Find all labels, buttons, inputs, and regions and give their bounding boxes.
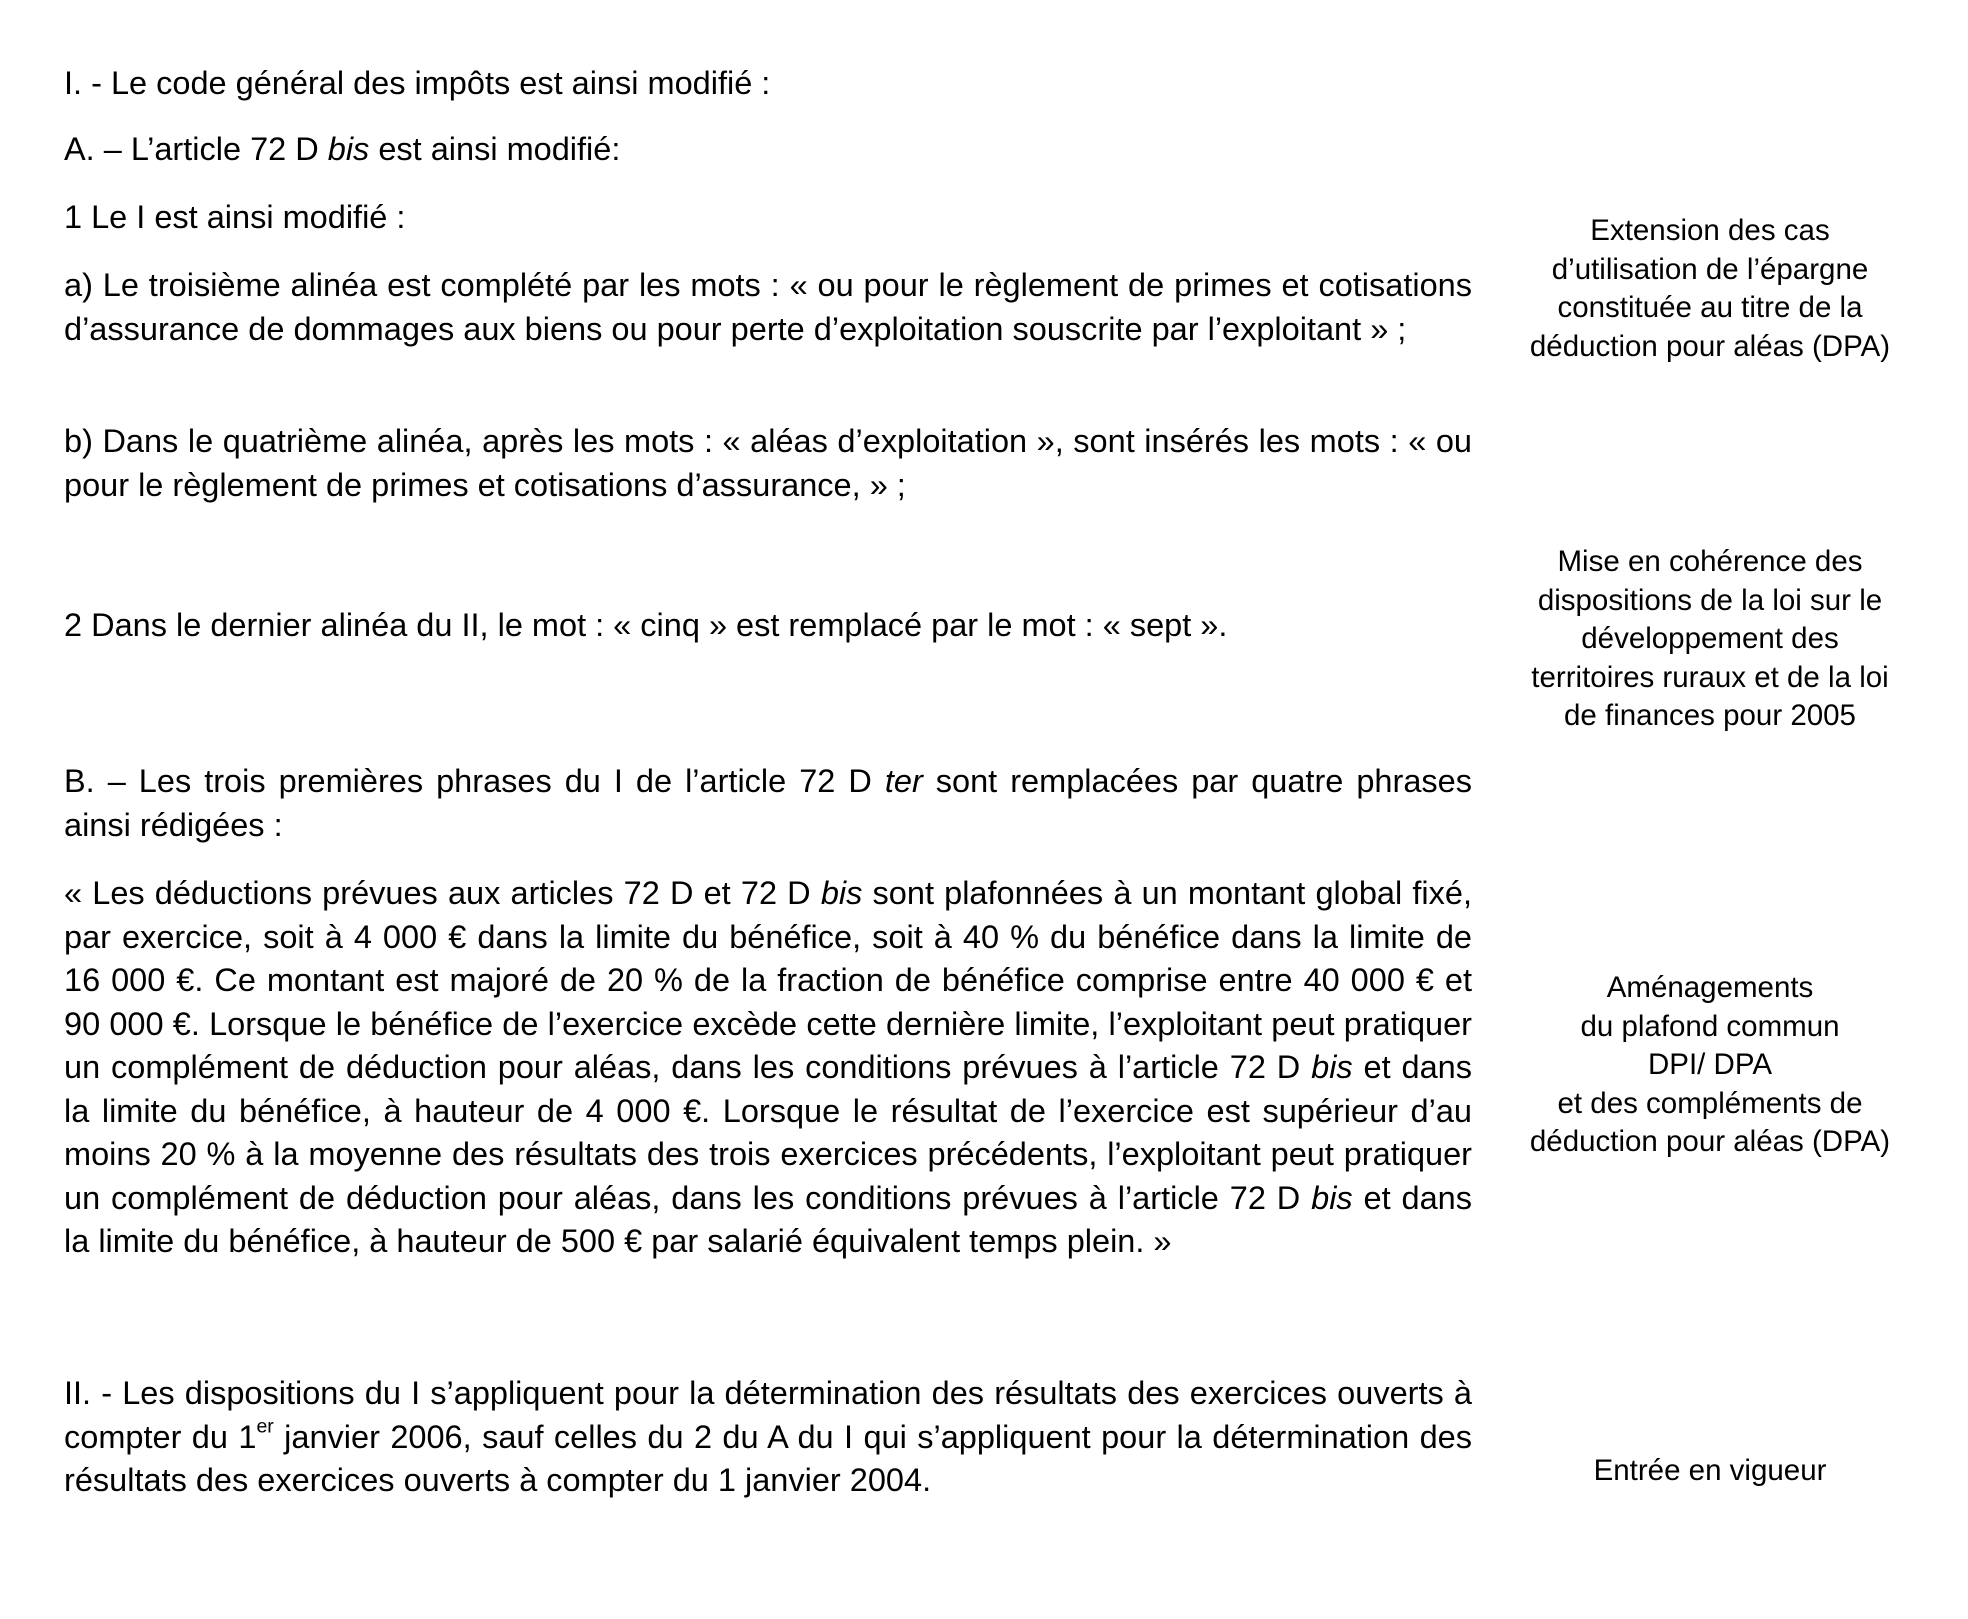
margin-note-3-line: et des compléments de xyxy=(1557,1086,1863,1120)
margin-note-1-line: Extension des cas xyxy=(1590,214,1830,247)
paragraph-1 xyxy=(64,196,1472,240)
paragraph-ii-text: II. - Les dispositions du I s’appliquent pour la détermination des résultats des exercices ouverts à compter du 1 xyxy=(64,1375,1472,1455)
paragraph-a-sub-text: a) Le troisième alinéa est complété par les mots : « ou pour le règlement de primes et cotisations d’assurance de dommages aux biens ou pour perte d’exploitation souscrite par l’exploitant » ; xyxy=(64,267,1472,347)
paragraph-intro xyxy=(64,62,1472,106)
paragraph-quote-text-3: et dans la limite du bénéfice, à hauteur de 4 000 €. Lorsque le résultat de l’exercice est supérieur d’au moins 20 % à la moyenne des résultats des trois exercices précédents, l’exploitant peut pratiquer un complément de déduction pour aléas, dans les conditions prévues à l’article 72 D xyxy=(64,1049,1473,1216)
margin-note-3-line: DPI/ DPA xyxy=(1647,1048,1773,1081)
paragraph-quote-italic-1: bis xyxy=(820,875,863,911)
margin-note-2-line: développement des xyxy=(1581,622,1839,655)
margin-note-3-line: déduction pour aléas (DPA) xyxy=(1529,1125,1891,1158)
paragraph-ii xyxy=(64,1372,1472,1503)
paragraph-quote xyxy=(64,872,1472,1264)
margin-note-1-line: constituée au titre de la xyxy=(1557,291,1863,324)
paragraph-1-text: 1 Le I est ainsi modifié : xyxy=(64,199,406,235)
margin-note-1 xyxy=(1480,212,1940,366)
paragraph-a-text-end: est ainsi modifié: xyxy=(369,131,621,167)
paragraph-quote-italic-2: bis xyxy=(1311,1049,1353,1085)
margin-note-2-line: de finances pour 2005 xyxy=(1564,699,1856,732)
paragraph-ii-text-end: janvier 2006, sauf celles du 2 du A du I qui s’appliquent pour la détermination des résultats des exercices ouverts à compter du 1 janvier 2004. xyxy=(64,1418,1472,1498)
margin-note-1-line: déduction pour aléas (DPA) xyxy=(1529,329,1891,363)
paragraph-b-text: B. – Les trois premières phrases du I de l’article 72 D xyxy=(64,763,885,799)
margin-note-2-line: Mise en cohérence des xyxy=(1557,545,1863,578)
paragraph-quote-text-2: sont plafonnées à un montant global fixé, par exercice, soit à 4 000 € dans la limite du bénéfice, soit à 40 % du bénéfice dans la limite de 16 000 €. Ce montant est majoré de 20 % de la fraction de bénéfice comprise entre 40 000 € et 90 000 €. Lorsque le bénéfice de l’exercice excède cette dernière limite, l’exploitant peut pratiquer un complément de déduction pour aléas, dans les conditions prévues à l’article 72 D xyxy=(64,875,1472,1085)
paragraph-a xyxy=(64,128,1472,172)
margin-note-3-line: Aménagements xyxy=(1606,971,1814,1004)
margin-note-3-line: du plafond commun xyxy=(1580,1009,1840,1043)
paragraph-quote-italic-3: bis xyxy=(1311,1179,1353,1216)
paragraph-a-sub xyxy=(64,264,1472,351)
margin-note-3 xyxy=(1480,969,1940,1162)
paragraph-a-italic: bis xyxy=(327,131,370,167)
paragraph-b-italic: ter xyxy=(884,763,923,799)
paragraph-b-text-end: sont remplacées par quatre phrases ainsi rédigées : xyxy=(64,763,1472,843)
margin-note-1-line: d’utilisation de l’épargne xyxy=(1551,252,1869,286)
margin-note-2-line: dispositions de la loi sur le xyxy=(1537,583,1883,617)
margin-note-4-line: Entrée en vigueur xyxy=(1593,1454,1827,1487)
paragraph-quote-text-4: et dans la limite du bénéfice, à hauteur de 500 € par salarié équivalent temps plein. » xyxy=(64,1179,1473,1259)
paragraph-a-text: A. – L’article 72 D xyxy=(64,131,328,167)
margin-note-4 xyxy=(1480,1452,1940,1491)
paragraph-2-text: 2 Dans le dernier alinéa du II, le mot : « cinq » est remplacé par le mot : « sept ». xyxy=(64,607,1228,643)
margin-note-2-line: territoires ruraux et de la loi xyxy=(1531,660,1889,694)
paragraph-b-sub-text: b) Dans le quatrième alinéa, après les mots : « aléas d’exploitation », sont insérés les mots : « ou pour le règlement de primes et cotisations d’assurance, » ; xyxy=(64,423,1472,503)
paragraph-b xyxy=(64,760,1472,847)
paragraph-2 xyxy=(64,604,1472,648)
paragraph-b-sub xyxy=(64,420,1472,507)
paragraph-quote-text-1: « Les déductions prévues aux articles 72 D et 72 D xyxy=(64,875,821,911)
paragraph-ii-superscript: er xyxy=(256,1414,274,1437)
paragraph-intro-text: I. - Le code général des impôts est ainsi modifié : xyxy=(64,65,771,101)
margin-note-2 xyxy=(1480,543,1940,736)
